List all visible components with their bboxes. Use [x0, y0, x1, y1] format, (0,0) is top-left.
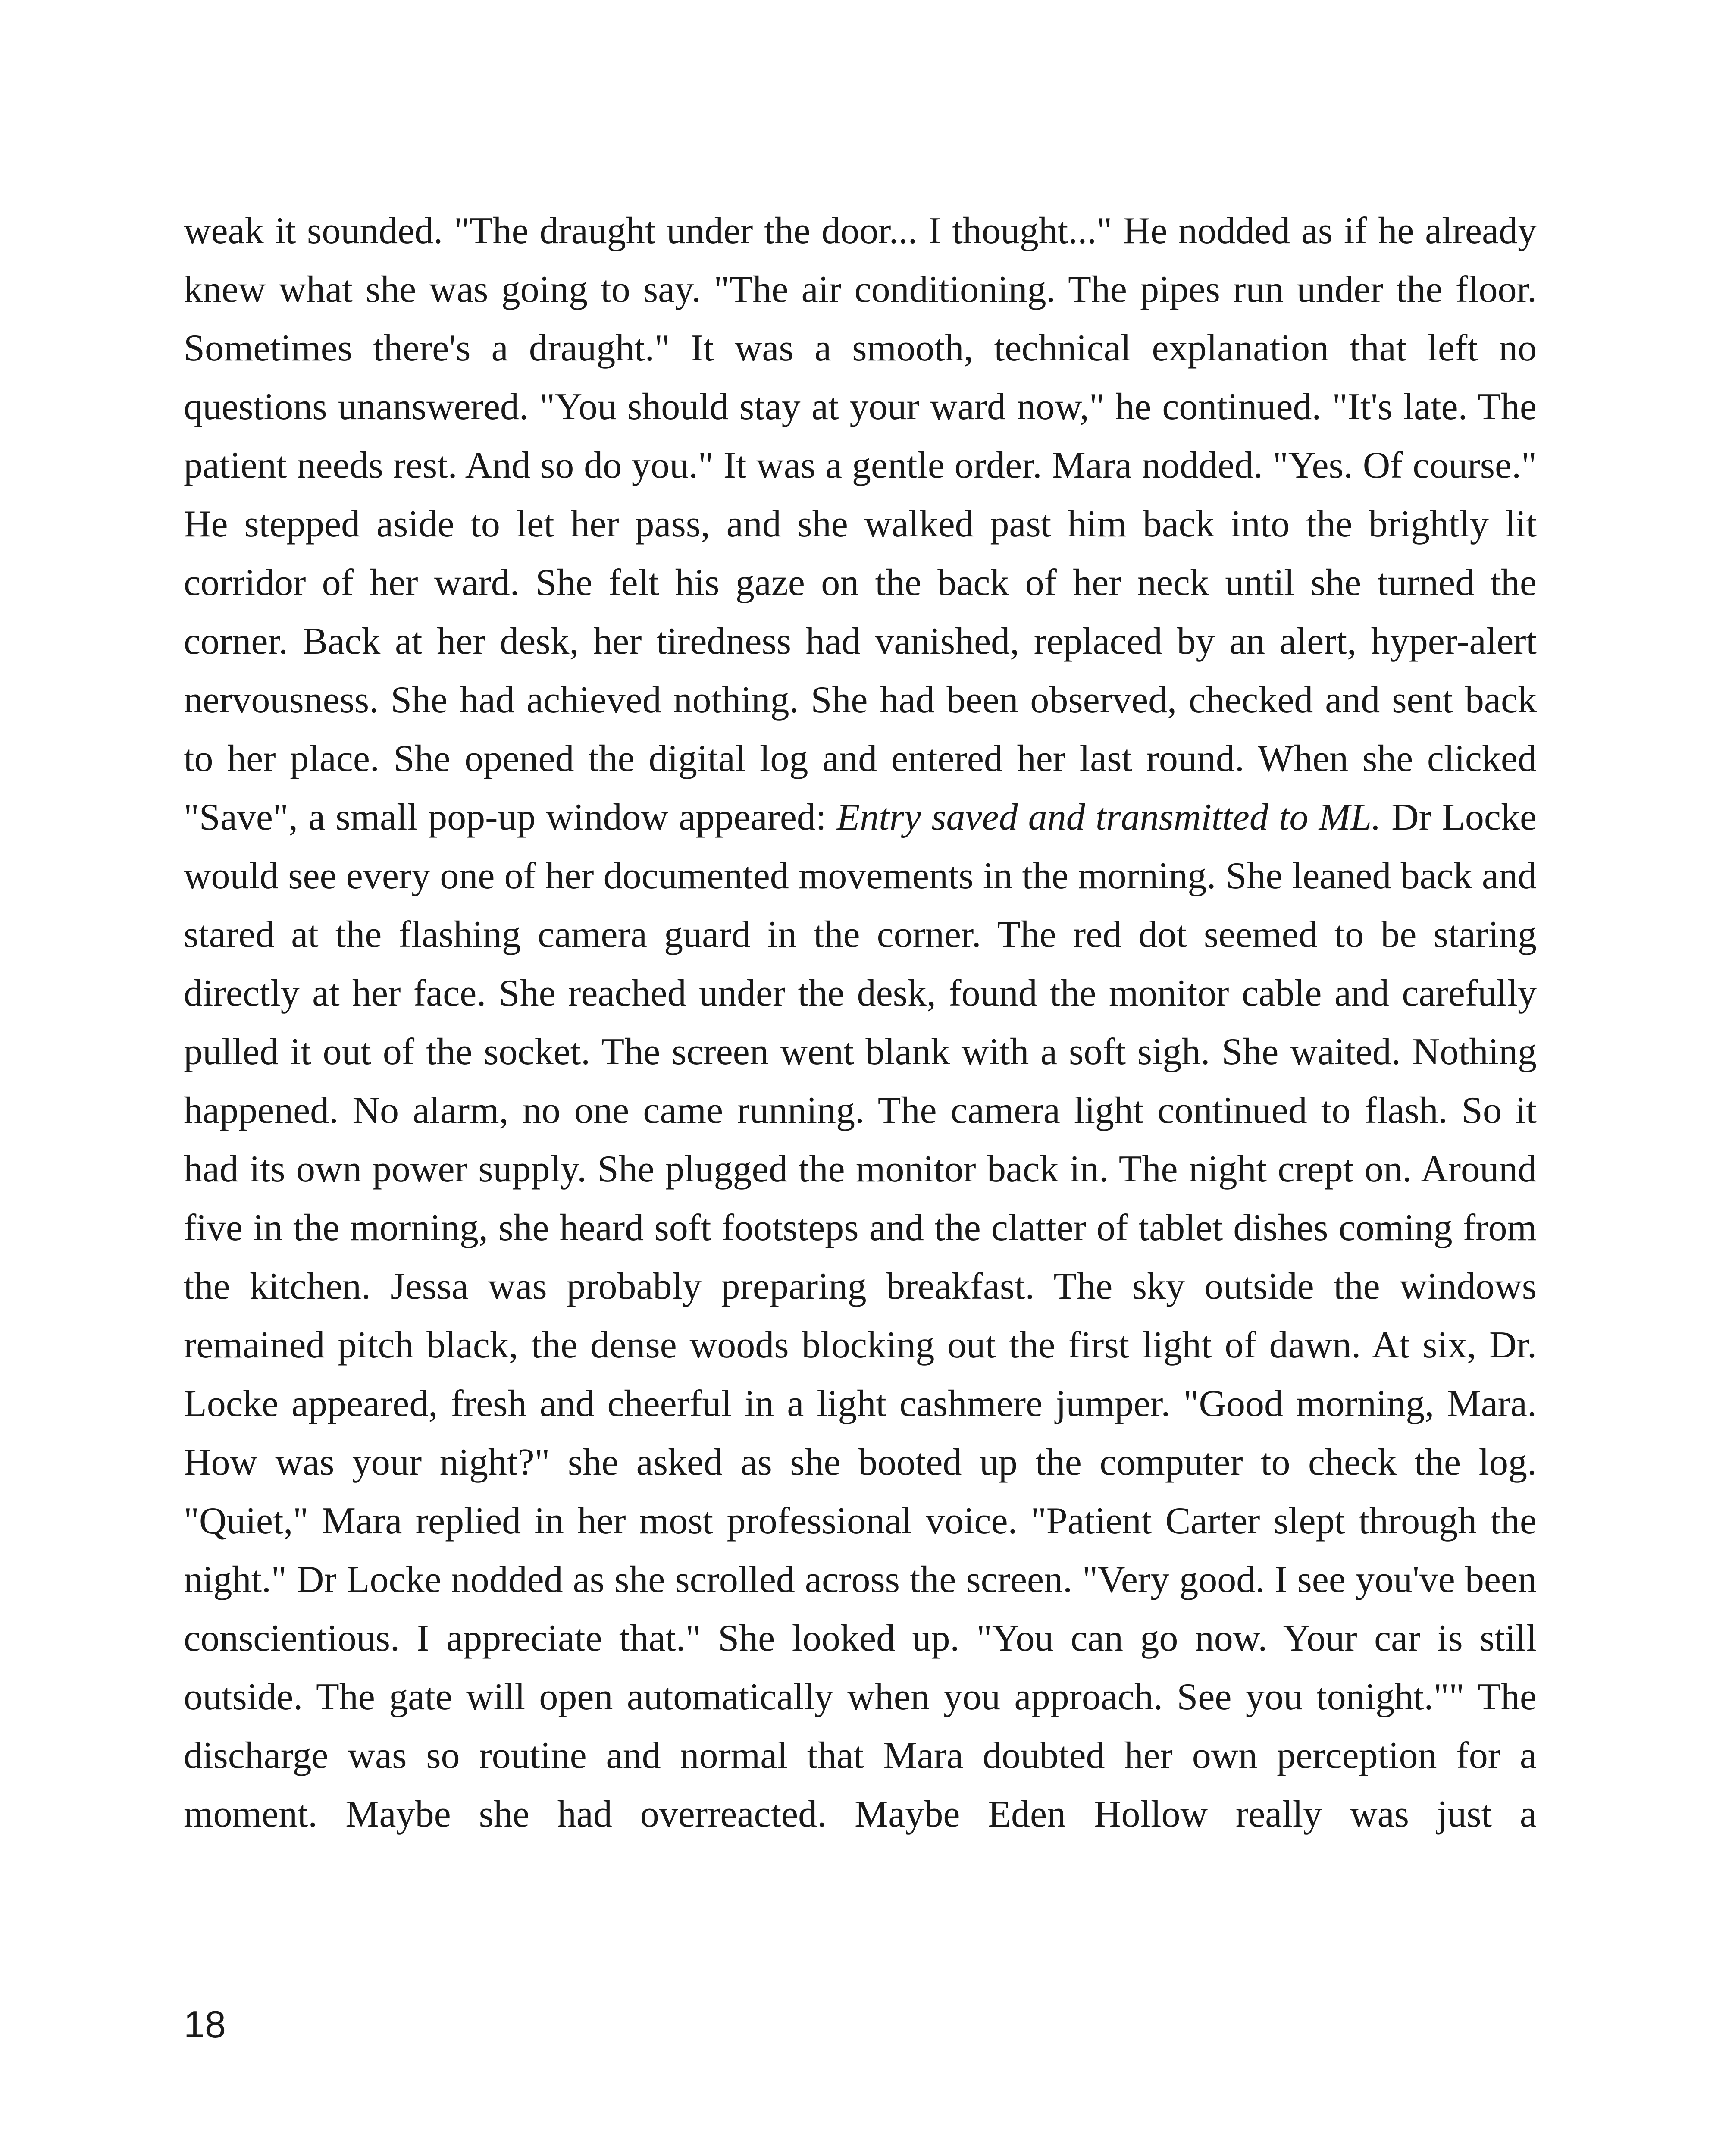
- paragraph-text-end: Dr Locke would see every one of her documented movements in the morning. She leaned back and stared at the flashing camera guard in the corner. The red dot seemed to be staring directly at her face. She reached under the desk, found the monitor cable and carefully pulled it out of the socket. The screen went blank with a soft sigh. She waited. Nothing happened. No alarm, no one came running. The camera light continued to flash. So it had its own power supply. She plugged the monitor back in. The night crept on. Around five in the morning, she heard soft footsteps and the clatter of tablet dishes coming from the kitchen. Jessa was probably preparing breakfast. The sky outside the windows remained pitch black, the dense woods blocking out the first light of dawn. At six, Dr. Locke appeared, fresh and cheerful in a light cashmere jumper. "Good morning, Mara. How was your night?" she asked as she booted up the computer to check the log. "Quiet," Mara replied in her most professional voice. "Patient Carter slept through the night." Dr Locke nodded as she scrolled across the screen. "Very good. I see you've been conscientious. I appreciate that." She looked up. "You can go now. Your car is still outside. The gate will open automatically when you approach. See you tonight."" The discharge was so routine and normal that Mara doubted her own perception for a moment. Maybe she had overreacted. Maybe Eden Hollow really was just a: [184, 796, 1537, 1835]
- paragraph-text-start: weak it sounded. "The draught under the door... I thought..." He nodded as if he already knew what she was going to say. "The air conditioning. The pipes run under the floor. Sometimes there's a draught." It was a smooth, technical explanation that left no questions unanswered. "You should stay at your ward now," he continued. "It's late. The patient needs rest. And so do you." It was a gentle order. Mara nodded. "Yes. Of course." He stepped aside to let her pass, and she walked past him back into the brightly lit corridor of her ward. She felt his gaze on the back of her neck until she turned the corner. Back at her desk, her tiredness had vanished, replaced by an alert, hyper-alert nervousness. She had achieved nothing. She had been observed, checked and sent back to her place. She opened the digital log and entered her last round. When she clicked "Save", a small pop-up window appeared:: [184, 210, 1537, 838]
- italic-popup-text: Entry saved and transmitted to ML.: [836, 796, 1381, 838]
- page-number: 18: [184, 2003, 226, 2046]
- body-paragraph: [184, 202, 1537, 1844]
